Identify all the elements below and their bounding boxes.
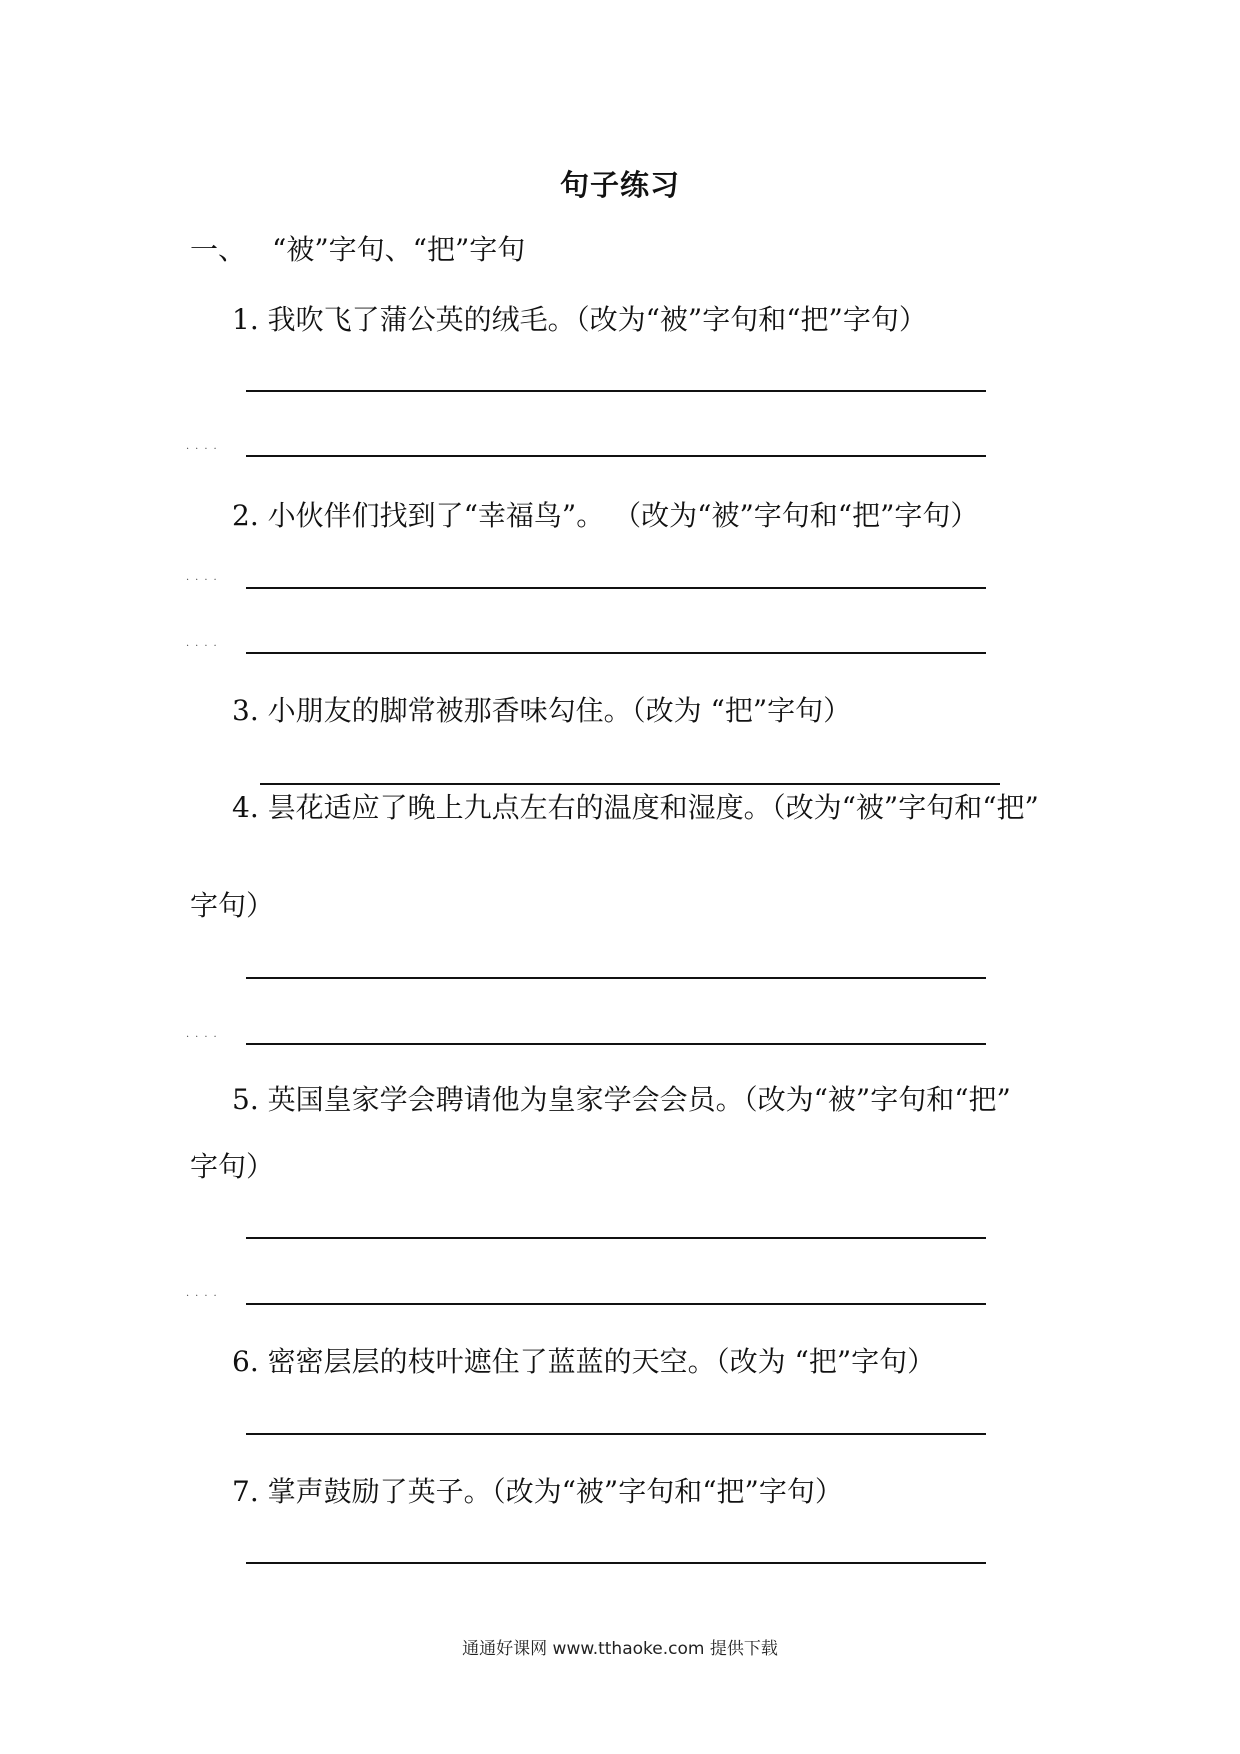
section-title: “被”字句、“把”字句 xyxy=(272,233,526,266)
answer-line-5a[interactable] xyxy=(246,1237,986,1239)
section-heading xyxy=(190,228,525,268)
footer-credit: 通通好课网 www.tthaoke.com 提供下载 xyxy=(462,1639,778,1659)
answer-line-7[interactable] xyxy=(246,1562,986,1564)
line-marker-dots: ···· xyxy=(186,575,223,586)
line-marker-dots: ···· xyxy=(186,1291,223,1302)
answer-line-4b[interactable] xyxy=(246,1043,986,1045)
question-4: 4. 昙花适应了晚上九点左右的温度和湿度。（改为“被”字句和“把” xyxy=(232,791,1039,824)
answer-line-1b[interactable] xyxy=(246,455,986,457)
question-6: 6. 密密层层的枝叶遮住了蓝蓝的天空。（改为 “把”字句） xyxy=(232,1345,936,1378)
answer-line-1a[interactable] xyxy=(246,390,986,392)
question-1: 1. 我吹飞了蒲公英的绒毛。（改为“被”字句和“把”字句） xyxy=(232,303,927,336)
line-marker-dots: ···· xyxy=(186,641,223,652)
answer-line-5b[interactable] xyxy=(246,1303,986,1305)
question-5-continuation: 字句） xyxy=(190,1150,275,1183)
section-number: 一、 xyxy=(190,233,247,266)
question-5: 5. 英国皇家学会聘请他为皇家学会会员。（改为“被”字句和“把” xyxy=(232,1083,1011,1116)
line-marker-dots: ···· xyxy=(186,444,223,455)
page-title: 句子练习 xyxy=(559,168,680,202)
question-7: 7. 掌声鼓励了英子。（改为“被”字句和“把”字句） xyxy=(232,1475,843,1508)
answer-line-2b[interactable] xyxy=(246,652,986,654)
answer-line-2a[interactable] xyxy=(246,587,986,589)
question-4-continuation: 字句） xyxy=(190,889,275,922)
question-3: 3. 小朋友的脚常被那香味勾住。（改为 “把”字句） xyxy=(232,694,852,727)
answer-line-3[interactable] xyxy=(260,783,1000,785)
line-marker-dots: ···· xyxy=(186,1032,223,1043)
answer-line-6[interactable] xyxy=(246,1433,986,1435)
question-2: 2. 小伙伴们找到了“幸福鸟”。 （改为“被”字句和“把”字句） xyxy=(232,499,979,532)
answer-line-4a[interactable] xyxy=(246,977,986,979)
